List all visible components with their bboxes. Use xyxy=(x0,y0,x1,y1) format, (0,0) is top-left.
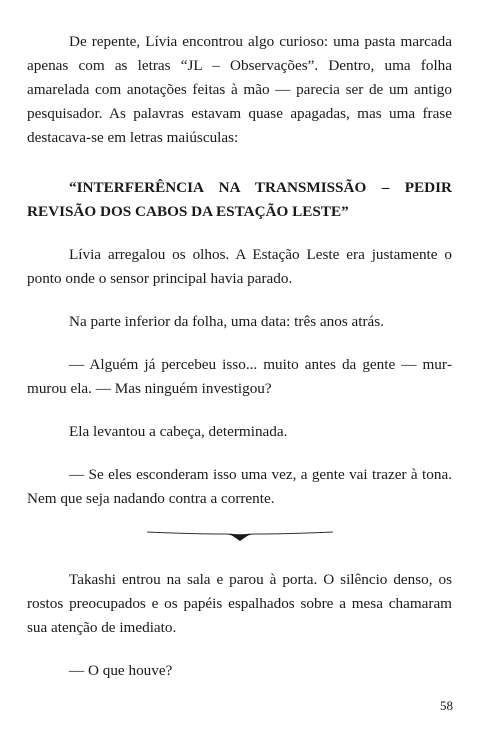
paragraph: Lívia arregalou os olhos. A Estação Leste era justamente o ponto onde o sensor principal havia parado. xyxy=(27,246,452,287)
paragraph: — Alguém já percebeu isso... muito antes da gente — murmurou ela. — Mas ninguém investigou? xyxy=(27,356,452,397)
ornamental-divider-icon xyxy=(145,525,335,543)
paragraph: De repente, Lívia encontrou algo curioso: uma pasta marcada apenas com as letras “JL – Observações”. Dentro, uma folha amarelada com anotações feitas à mão — parecia ser de um antigo pesquisador. As palavras estavam quase apagadas, mas uma frase destacava-se em letras maiúsculas: xyxy=(27,33,452,146)
paragraph: Ela levantou a cabeça, determinada. xyxy=(69,423,288,440)
paragraph: — O que houve? xyxy=(69,662,173,679)
page-body xyxy=(27,30,452,683)
paragraph: Takashi entrou na sala e parou à porta. O silêncio denso, os rostos preocupados e os papéis espalhados sobre a mesa chamaram sua atenção de imediato. xyxy=(27,571,452,636)
paragraph: Na parte inferior da folha, uma data: três anos atrás. xyxy=(69,313,385,330)
page-number: 58 xyxy=(440,698,453,713)
paragraph: — Se eles esconderam isso uma vez, a gente vai trazer à tona. Nem que seja nadando contra a corrente. xyxy=(27,466,452,507)
headline-quote: “INTERFERÊNCIA NA TRANSMISSÃO – PEDIR REVISÃO DOS CABOS DA ESTAÇÃO LESTE” xyxy=(27,179,452,220)
